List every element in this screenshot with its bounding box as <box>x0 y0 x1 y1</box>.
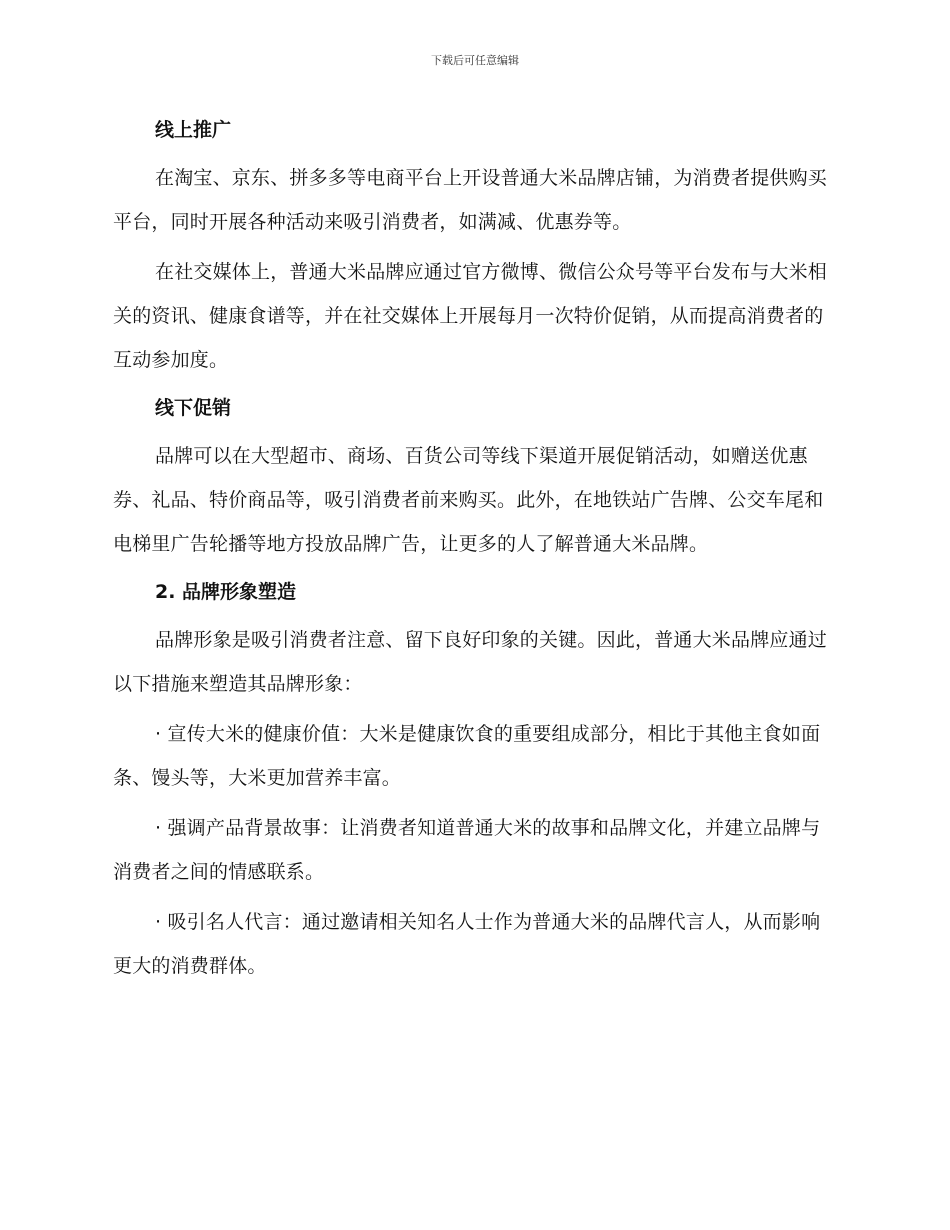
paragraph-social-media: 在社交媒体上，普通大米品牌应通过官方微博、微信公众号等平台发布与大米相关的资讯、健康食谱等，并在社交媒体上开展每月一次特价促销，从而提高消费者的互动参加度。 <box>113 261 828 371</box>
paragraph-brand-image-intro: 品牌形象是吸引消费者注意、留下良好印象的关键。因此，普通大米品牌应通过以下措施来塑造其品牌形象： <box>113 629 828 695</box>
section-heading-offline: 线下促销 <box>155 397 232 419</box>
section-heading-online: 线上推广 <box>155 119 232 141</box>
paragraph-offline-promotion: 品牌可以在大型超市、商场、百货公司等线下渠道开展促销活动，如赠送优惠券、礼品、特价商品等，吸引消费者前来购买。此外，在地铁站广告牌、公交车尾和电梯里广告轮播等地方投放品牌广告，让更多的人了解普通大米品牌。 <box>113 445 824 555</box>
page-header: 下载后可任意编辑 <box>431 54 519 67</box>
bullet-celebrity-endorsement: · 吸引名人代言：通过邀请相关知名人士作为普通大米的品牌代言人，从而影响更大的消费群体。 <box>113 911 821 977</box>
document-body <box>113 110 833 994</box>
bullet-brand-story: · 强调产品背景故事：让消费者知道普通大米的故事和品牌文化，并建立品牌与消费者之间的情感联系。 <box>113 817 821 883</box>
paragraph-ecommerce: 在淘宝、京东、拼多多等电商平台上开设普通大米品牌店铺，为消费者提供购买平台，同时开展各种活动来吸引消费者，如满减、优惠券等。 <box>113 167 828 233</box>
section-heading-brand-image: 2. 品牌形象塑造 <box>155 581 297 603</box>
bullet-health-value: · 宣传大米的健康价值：大米是健康饮食的重要组成部分，相比于其他主食如面条、馒头等，大米更加营养丰富。 <box>113 723 821 789</box>
